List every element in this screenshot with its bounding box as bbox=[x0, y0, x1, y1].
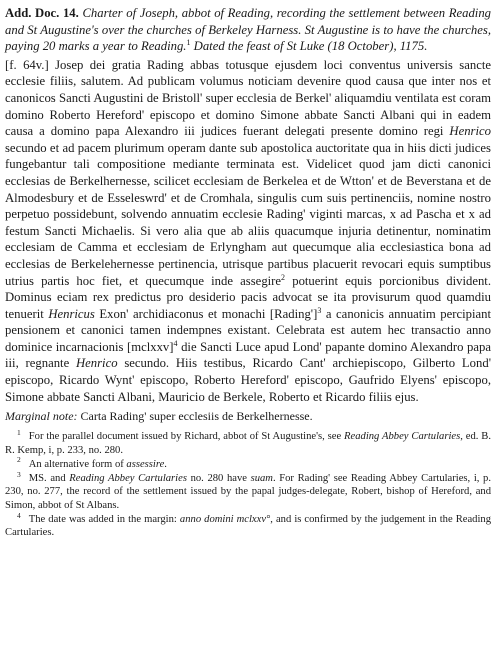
marginal-note-text: Carta Rading' super ecclesiis de Berkelhernesse. bbox=[77, 409, 313, 424]
footnote-text: For the parallel document issued by Richard, abbot of St Augustine's, see bbox=[28, 431, 345, 443]
charter-text-part-6: die Sancti Luce apud Lond' papante domino Alexandro papa iii, regnante bbox=[5, 339, 491, 371]
charter-name-henrico: Henrico bbox=[449, 124, 491, 139]
footnote-ref-4[interactable]: 4 bbox=[173, 338, 178, 348]
footnote-text: , ed. B. R. Kemp, i, p. 233, no. 280. bbox=[5, 431, 491, 456]
marginal-note-label: Marginal note: bbox=[5, 409, 78, 424]
footnote bbox=[5, 427, 491, 457]
footnote-text: MS. and bbox=[28, 473, 70, 485]
charter-text-part-3: potuerint equis porcionibus divident. Dominus eciam rex predictus pro desiderio pacis advocat se ita provisurum quod quamdiu tenuerit bbox=[5, 273, 491, 321]
footnotes bbox=[5, 427, 491, 539]
charter-name-henricus: Henricus bbox=[48, 306, 95, 321]
footnote-number: 4 bbox=[17, 510, 21, 520]
footnote-text: . For Rading' see Reading Abbey Cartularies, i, p. 230, no. 277, the record of the settlement issued by the papal judges-delegate, Robert, bishop of Hereford, and Simon, abbot of St Albans. bbox=[5, 473, 491, 511]
marginal-note bbox=[5, 408, 491, 424]
charter-text-part-1: [f. 64v.] Josep dei gratia Rading abbas totusque ejusdem loci conventus universis sancte ecclesie filiis, salutem. Ad publicam volumus noticiam devenire quod causa que inter nos et canonicos Sancti Augustini de Bristoll' super ecclesia de Berkel' aliquamdiu ventilata est coram domino Roberto Hereford' episcopo et domino Simone abbate Sancti Albani qui in eadem causa a domino papa Alexandro iii judices fuerant delegati presente domino regi bbox=[5, 57, 491, 139]
footnote bbox=[5, 455, 491, 471]
footnote-text: An alternative form of bbox=[28, 458, 127, 470]
footnote bbox=[5, 510, 491, 540]
charter-text-part-7: secundo. Hiis testibus, Ricardo Cant' archiepiscopo, Gilberto Lond' episcopo, Ricardo Wynt' episcopo, Roberto Hereford' episcopo, Gaufrido Elyens' episcopo, Simone abbate Sancti Albani, Mauricio de Berkele, Roberto et Ricardo filiis ejus. bbox=[5, 356, 491, 404]
footnote-ref-3[interactable]: 3 bbox=[317, 305, 322, 315]
footnote-text: The date was added in the margin: bbox=[28, 514, 180, 526]
footnote-italic: Reading Abbey Cartularies bbox=[344, 431, 461, 443]
charter-text bbox=[5, 57, 491, 405]
footnote-italic: assessire bbox=[126, 458, 165, 470]
footnote-number: 2 bbox=[17, 455, 21, 465]
footnote-ref-2[interactable]: 2 bbox=[281, 272, 286, 282]
document-number: Add. Doc. 14. bbox=[5, 6, 79, 20]
footnote-italic: suam bbox=[250, 473, 273, 485]
footnote-text: . bbox=[164, 458, 167, 470]
footnote-text: no. 280 have bbox=[186, 473, 251, 485]
charter-text-part-5: a canonicis annuatim percipiant pensionem et canonici tamen indempnes existant. Celebrata est autem hec transactio anno dominice incarnacionis [mclxxv] bbox=[5, 306, 491, 354]
footnote bbox=[5, 469, 491, 512]
document-heading bbox=[5, 5, 491, 55]
footnote-text: , and is confirmed by the judgement in the Reading Cartularies. bbox=[5, 514, 491, 539]
footnote-number: 3 bbox=[17, 469, 21, 479]
charter-name-henrico-2: Henrico bbox=[75, 356, 118, 371]
heading-summary: Charter of Joseph, abbot of Reading, recording the settlement between Reading and St Augustine's over the churches of Berkeley Harness. St Augustine is to have the churches, paying 20 marks a year to Reading. bbox=[5, 6, 492, 54]
footnote-number: 1 bbox=[17, 427, 21, 437]
heading-date: Dated the feast of St Luke (18 October), 1175. bbox=[190, 39, 428, 54]
charter-text-part-4: Exon' archidiaconus et monachi [Rading'] bbox=[94, 306, 318, 321]
footnote-italic: anno domini mclxxv° bbox=[179, 514, 271, 526]
footnote-ref-1[interactable]: 1 bbox=[186, 37, 191, 47]
footnote-italic: Reading Abbey Cartularies bbox=[69, 473, 187, 485]
charter-text-part-2: secundo et ad pacem plurimum operam dante sub apostolica auctoritate qua in hiis dicti judices fungebantur tali compositione mediante terminata est. Videlicet quod jam dicti canonici ecclesias de Berkelhernesse, scilicet ecclesiam de Berkelea et de Wtton' et de Beverstana et de Almodesbury et de Esseleswrd' et de Cromhala, singulis cum suis pertinenciis, nomine nostro perpetuo possidebunt, solvendo annuatim ecclesie Rading' viginti marcas, x ad Pascha et x ad festum Sancti Michaelis. Si vero alia que ab aliis quacumque injuria detinentur, nominatim ecclesiam de Camma et ecclesiam de Erlyngham aut quecumque alia ecclesiastica bona ad ecclesias de Berkelehernesse pertinencia, utrisque partibus placuerit revocari equis sumptibus utrius partis hoc fiet, et quecumque inde assegire bbox=[5, 140, 491, 288]
